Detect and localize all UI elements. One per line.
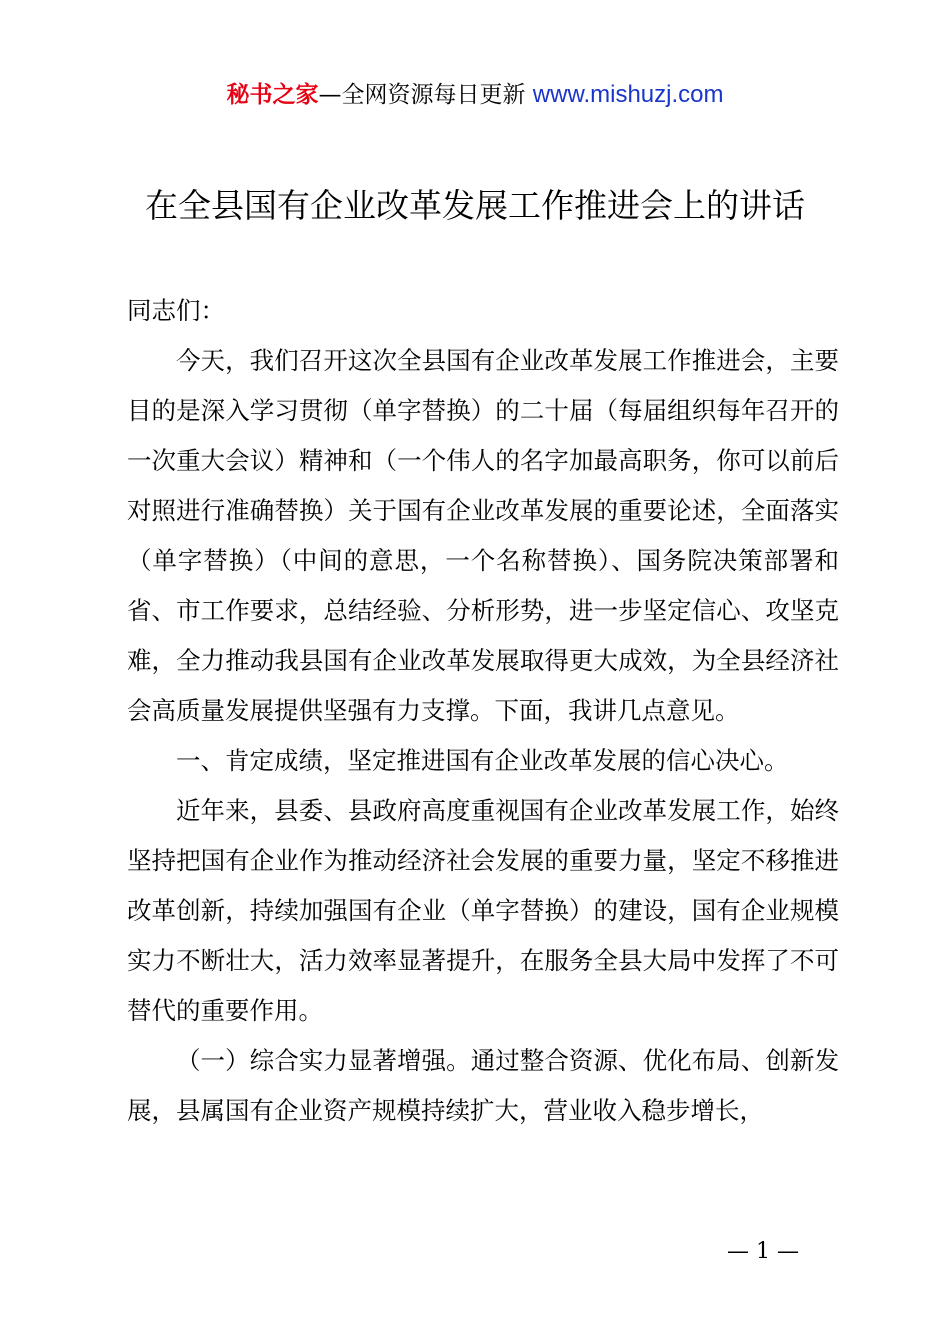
document-title: 在全县国有企业改革发展工作推进会上的讲话 <box>145 186 805 225</box>
salutation: 同志们： <box>127 296 225 325</box>
site-header <box>0 78 950 112</box>
paragraph-subsection-1: （一）综合实力显著增强。通过整合资源、优化布局、创新发展，县属国有企业资产规模持续扩大，营业收入稳步增长， <box>127 1046 839 1125</box>
paragraph-opening: 今天，我们召开这次全县国有企业改革发展工作推进会，主要目的是深入学习贯彻（单字替换）的二十届（每届组织每年召开的一次重大会议）精神和（一个伟人的名字加最高职务，你可以前后对照进行准确替换）关于国有企业改革发展的重要论述，全面落实（单字替换）（中间的意思，一个名称替换）、国务院决策部署和省、市工作要求，总结经验、分析形势，进一步坚定信心、攻坚克难，全力推动我县国有企业改革发展取得更大成效，为全县经济社会高质量发展提供坚强有力支撑。下面，我讲几点意见。 <box>127 346 839 725</box>
site-url-link[interactable]: www.mishuzj.com <box>532 81 724 108</box>
page-number: — 1 — <box>727 1239 799 1264</box>
document-body <box>127 286 839 1136</box>
site-brand: 秘书之家 <box>226 82 319 108</box>
section-heading: 一、肯定成绩，坚定推进国有企业改革发展的信心决心。 <box>176 746 789 775</box>
site-slogan: —全网资源每日更新 <box>318 82 526 108</box>
paragraph-achievements: 近年来，县委、县政府高度重视国有企业改革发展工作，始终坚持把国有企业作为推动经济社会发展的重要力量，坚定不移推进改革创新，持续加强国有企业（单字替换）的建设，国有企业规模实力不断壮大，活力效率显著提升，在服务全县大局中发挥了不可替代的重要作用。 <box>127 796 839 1025</box>
